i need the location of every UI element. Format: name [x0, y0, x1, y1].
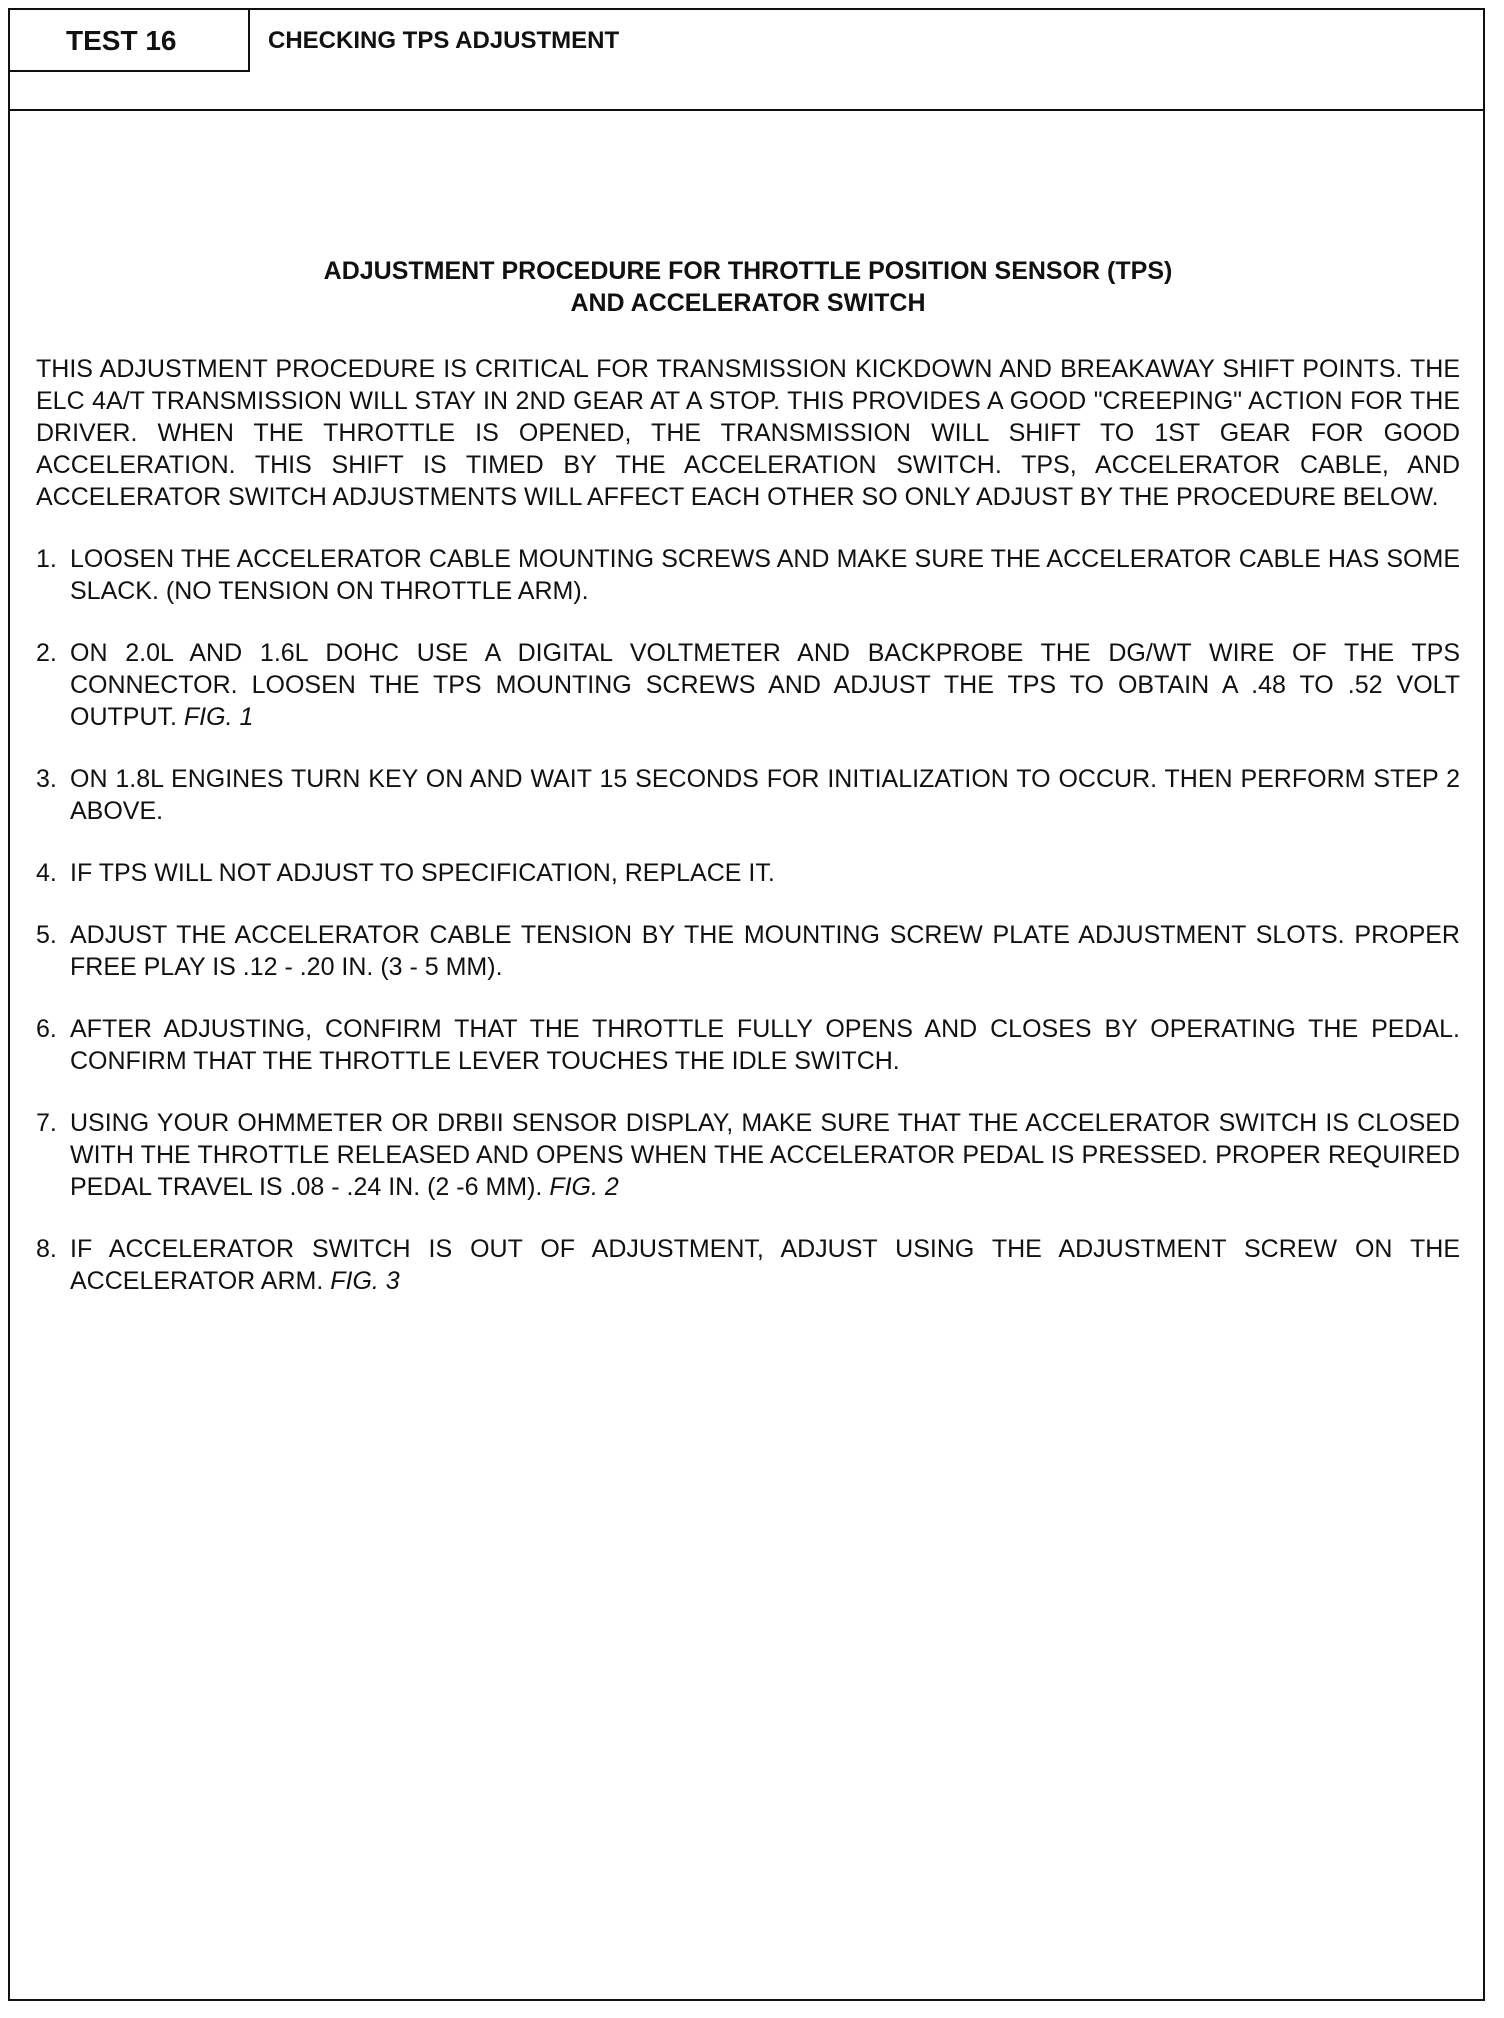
figure-reference: FIG. 2: [549, 1173, 619, 1201]
step-text: ON 2.0L AND 1.6L DOHC USE A DIGITAL VOLTMETER AND BACKPROBE THE DG/WT WIRE OF THE TPS CONNECTOR. LOOSEN THE TPS MOUNTING SCREWS AND ADJUST THE TPS TO OBTAIN A .48 TO .52 VOLT OUTPUT.: [70, 639, 1460, 731]
figure-reference: FIG. 1: [183, 703, 254, 731]
step-number: 4.: [36, 859, 57, 887]
page-title: CHECKING TPS ADJUSTMENT: [268, 27, 620, 54]
page-header: [10, 10, 1483, 111]
step-text: AFTER ADJUSTING, CONFIRM THAT THE THROTTLE FULLY OPENS AND CLOSES BY OPERATING THE PEDAL. CONFIRM THAT THE THROTTLE LEVER TOUCHES THE IDLE SWITCH.: [70, 1015, 1460, 1075]
step-item: [36, 637, 1460, 733]
step-number: 8.: [36, 1235, 57, 1263]
procedure-title: [36, 255, 1460, 319]
step-number: 1.: [36, 545, 57, 573]
step-item: [36, 1107, 1460, 1203]
step-number: 2.: [36, 639, 57, 667]
step-text: LOOSEN THE ACCELERATOR CABLE MOUNTING SCREWS AND MAKE SURE THE ACCELERATOR CABLE HAS SOME SLACK. (NO TENSION ON THROTTLE ARM).: [70, 545, 1460, 605]
step-text: USING YOUR OHMMETER OR DRBII SENSOR DISPLAY, MAKE SURE THAT THE ACCELERATOR SWITCH IS CLOSED WITH THE THROTTLE RELEASED AND OPENS WHEN THE ACCELERATOR PEDAL IS PRESSED. PROPER REQUIRED PEDAL TRAVEL IS .08 - .24 IN. (2 -6 MM).: [70, 1109, 1460, 1201]
intro-paragraph: THIS ADJUSTMENT PROCEDURE IS CRITICAL FOR TRANSMISSION KICKDOWN AND BREAKAWAY SHIFT POINTS. THE ELC 4A/T TRANSMISSION WILL STAY IN 2ND GEAR AT A STOP. THIS PROVIDES A GOOD "CREEPING" ACTION FOR THE DRIVER. WHEN THE THROTTLE IS OPENED, THE TRANSMISSION WILL SHIFT TO 1ST GEAR FOR GOOD ACCELERATION. THIS SHIFT IS TIMED BY THE ACCELERATION SWITCH. TPS, ACCELERATOR CABLE, AND ACCELERATOR SWITCH ADJUSTMENTS WILL AFFECT EACH OTHER SO ONLY ADJUST BY THE PROCEDURE BELOW.: [36, 355, 1460, 511]
step-text: IF ACCELERATOR SWITCH IS OUT OF ADJUSTMENT, ADJUST USING THE ADJUSTMENT SCREW ON THE ACCELERATOR ARM.: [70, 1235, 1460, 1295]
test-number-label: TEST 16: [10, 10, 250, 72]
step-text: IF TPS WILL NOT ADJUST TO SPECIFICATION, REPLACE IT.: [70, 859, 775, 887]
step-item: [36, 1013, 1460, 1077]
step-item: [36, 543, 1460, 607]
step-text: ADJUST THE ACCELERATOR CABLE TENSION BY THE MOUNTING SCREW PLATE ADJUSTMENT SLOTS. PROPER FREE PLAY IS .12 - .20 IN. (3 - 5 MM).: [70, 921, 1460, 981]
step-item: [36, 857, 1460, 889]
step-number: 5.: [36, 921, 57, 949]
step-text: ON 1.8L ENGINES TURN KEY ON AND WAIT 15 SECONDS FOR INITIALIZATION TO OCCUR. THEN PERFORM STEP 2 ABOVE.: [70, 765, 1460, 825]
step-item: [36, 763, 1460, 827]
page-frame: [8, 8, 1485, 2001]
procedure-steps: [36, 543, 1460, 1297]
step-number: 6.: [36, 1015, 57, 1043]
step-number: 7.: [36, 1109, 57, 1137]
document-body: [36, 255, 1460, 1327]
procedure-title-line-2: AND ACCELERATOR SWITCH: [570, 289, 926, 317]
step-item: [36, 1233, 1460, 1297]
step-number: 3.: [36, 765, 57, 793]
figure-reference: FIG. 3: [330, 1267, 400, 1295]
procedure-title-line-1: ADJUSTMENT PROCEDURE FOR THROTTLE POSITION SENSOR (TPS): [323, 257, 1173, 285]
step-item: [36, 919, 1460, 983]
